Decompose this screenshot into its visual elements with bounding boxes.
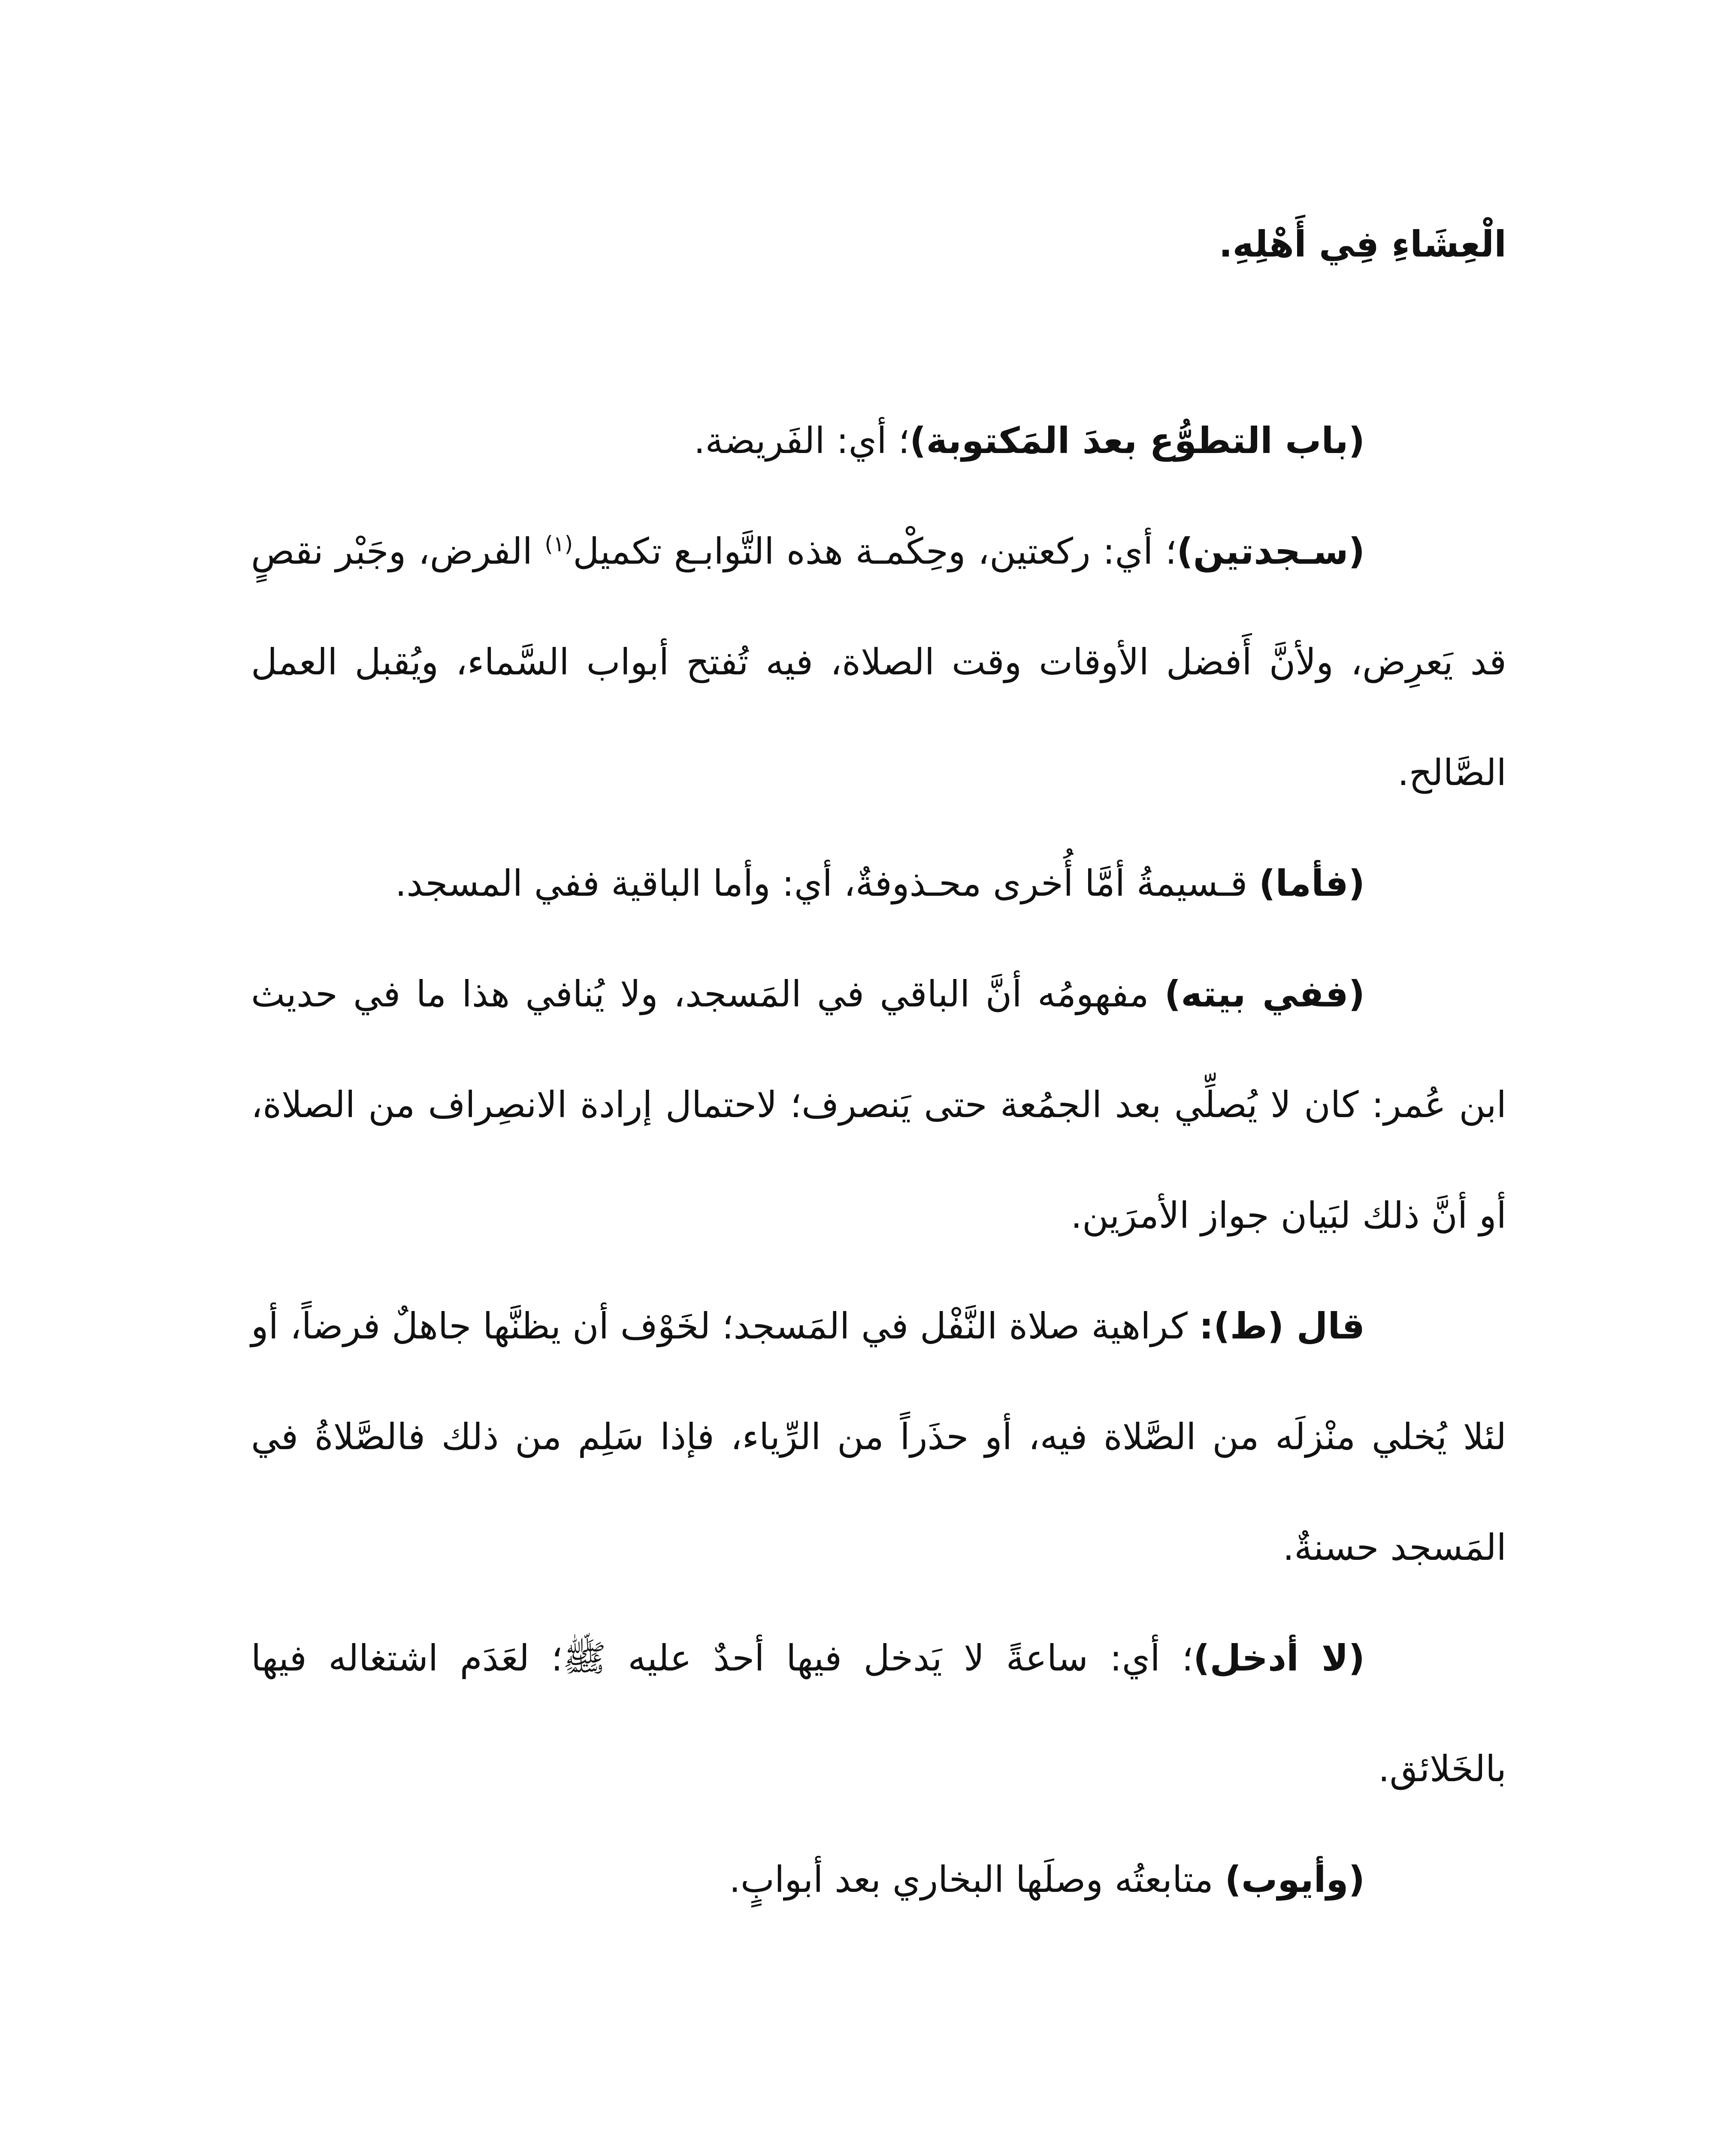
paragraph-6-lead: (لا أدخل): [1193, 1637, 1365, 1679]
paragraph-7-text: متابعتُه وصلَها البخاري بعد أبوابٍ.: [729, 1858, 1225, 1900]
paragraph-4: [251, 939, 1506, 1271]
paragraph-1-lead: (باب التطوُّع بعدَ المَكتوبة): [910, 420, 1365, 462]
paragraph-1-text: ؛ أي: الفَريضة.: [693, 420, 910, 462]
paragraph-4-lead: (ففي بيته): [1164, 973, 1365, 1015]
paragraph-7-lead: (وأيوب): [1225, 1858, 1365, 1900]
paragraph-2-lead: (سـجدتين): [1176, 530, 1365, 572]
paragraph-3-lead: (فأما): [1259, 862, 1365, 904]
paragraph-4-text: مفهومُه أنَّ الباقي في المَسجد، ولا يُنافي هذا ما في حديث ابن عُمر: كان لا يُصلِّي بعد الجمُعة حتى يَنصرف؛ لاحتمال إرادة الانصِراف من الصلاة، أو أنَّ ذلك لبَيان جواز الأمرَين.: [251, 973, 1506, 1236]
paragraph-5-text: كراهية صلاة النَّفْل في المَسجد؛ لخَوْف أن يظنَّها جاهلٌ فرضاً، أو لئلا يُخلي منْزلَه من الصَّلاة فيه، أو حذَراً من الرِّياء، فإذا سَلِم من ذلك فالصَّلاةُ في المَسجد حسنةٌ.: [251, 1305, 1506, 1568]
heading-line: الْعِشَاءِ فِي أَهْلِهِ.: [1219, 223, 1506, 265]
paragraph-2-text: ؛ أي: ركعتين، وحِكْمـة هذه التَّوابـع تكميل: [573, 530, 1177, 572]
paragraph-6: [251, 1603, 1506, 1824]
footnote-marker: (١): [544, 532, 573, 556]
paragraph-3: [251, 828, 1506, 939]
paragraph-6-text: ؛ أي: ساعةً لا يَدخل فيها أحدٌ عليه ﷺ؛ لعَدَم اشتغاله فيها بالخَلائق.: [251, 1637, 1506, 1790]
paragraph-2-text-cont: الفرض، وجَبْر نقصٍ قد يَعرِض، ولأنَّ أَفضل الأوقات وقت الصلاة، فيه تُفتح أبواب السَّماء، ويُقبل العمل الصَّالح.: [251, 530, 1506, 794]
paragraph-3-text: قـسيمةُ أمَّا أُخرى محـذوفةٌ، أي: وأما الباقية ففي المسجد.: [395, 862, 1259, 904]
paragraph-5-lead: قال (ط):: [1199, 1305, 1365, 1347]
paragraph-2: [251, 496, 1506, 828]
paragraph-1: [251, 385, 1506, 496]
paragraph-5: [251, 1271, 1506, 1603]
paragraph-7: [251, 1824, 1506, 1935]
main-text: [251, 189, 1506, 1935]
